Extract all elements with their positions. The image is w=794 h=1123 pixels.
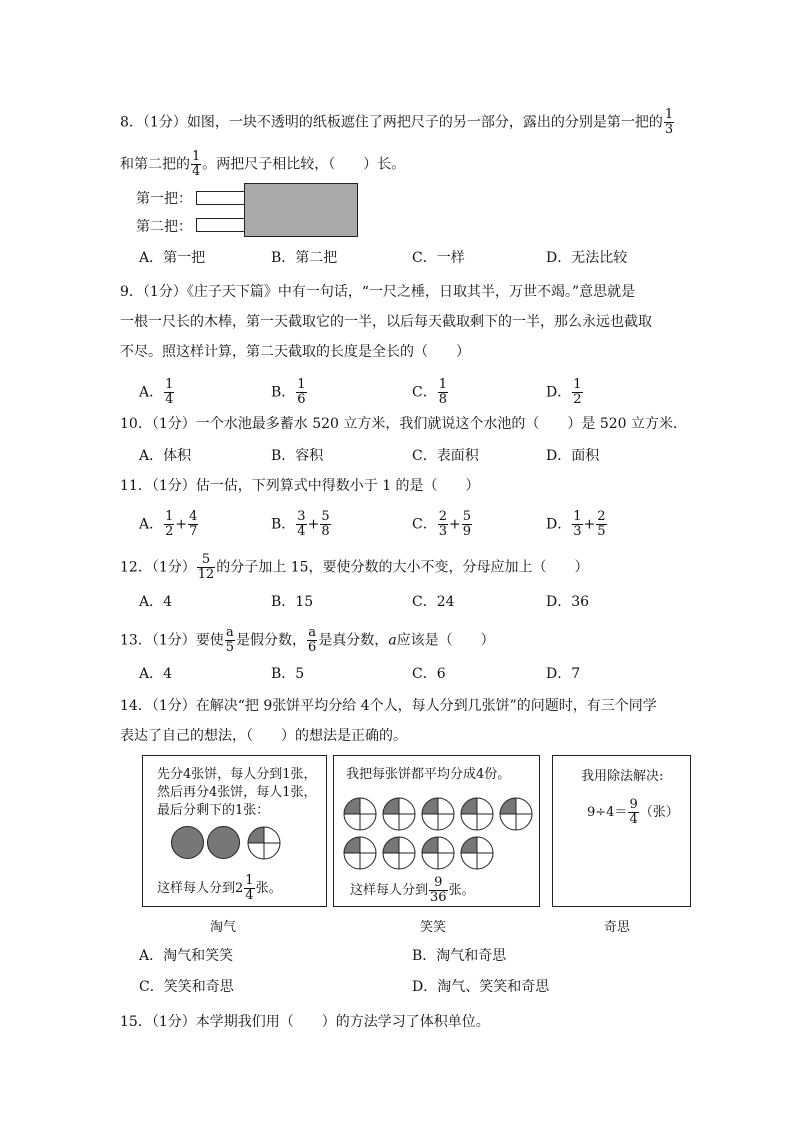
q14-option-b[interactable]: B．淘气和奇思 [412,948,507,964]
pie-quarter-icon [500,798,532,830]
caption-qisi: 奇思 [604,920,631,935]
pie-full-icon [207,826,240,859]
panel-qisi: 我用除法解决: 9÷4＝ $\frac{9}{4}$ （张） [552,755,691,907]
ruler-2-label: 第二把： [136,219,192,235]
q13-option-d[interactable]: D．7 [546,666,581,682]
q12-option-a[interactable]: A．4 [139,594,173,610]
q11-line: 11．（1分）估一估，下列算式中得数小于 1 的是（ ） [120,478,480,494]
q13-option-c[interactable]: C．6 [412,666,446,682]
pie-full-icon [171,826,204,859]
pie-grid [342,796,534,872]
q9-option-a[interactable]: A． $\frac{1}{4}$ [139,377,174,407]
q13-option-a[interactable]: A．4 [139,666,173,682]
q12-option-b[interactable]: B．15 [271,594,314,610]
panel-xiaoxiao: 我把每张饼都平均分成4份。 这样每人分到 $\frac{9}{36}$ 张。 [333,755,540,907]
q14-line1: 14．（1分）在解决“把 9张饼平均分给 4个人，每人分到几张饼”的问题时，有三个同学 [120,698,657,714]
q12-option-c[interactable]: C．24 [412,594,455,610]
pie-quarter-icon [422,798,454,830]
q13-option-b[interactable]: B．5 [271,666,305,682]
caption-taoqi: 淘气 [210,920,237,935]
q10-option-a[interactable]: A．体积 [139,448,192,464]
q14-option-c[interactable]: C．笑笑和奇思 [139,979,234,995]
pie-quarter-icon [422,837,454,869]
ruler-2 [196,218,250,232]
q12-line: 12．（1分） $\frac{5}{12}$ 的分子加上 15，要使分数的大小不变，分母应加上（ ） [120,552,589,582]
q8-option-a[interactable]: A．第一把 [139,250,206,266]
pie-quarter-icon [461,837,493,869]
ruler-1 [196,191,250,205]
opaque-board [244,183,358,237]
q11-option-b[interactable]: B． $\frac{3}{4}$ + $\frac{5}{8}$ [271,509,330,539]
q9-option-c[interactable]: C． $\frac{1}{8}$ [412,377,447,407]
pie-quarter-icon [383,837,415,869]
q14-option-d[interactable]: D．淘气、笑笑和奇思 [412,979,550,995]
q9-line1: 9．（1分）《庄子天下篇》中有一句话，“一尺之棰，日取其半，万世不竭。”意思就是 [120,284,636,300]
pie-quarter-icon [383,798,415,830]
ruler-1-label: 第一把： [136,191,192,207]
q11-option-a[interactable]: A． $\frac{1}{2}$ + $\frac{4}{7}$ [139,509,198,539]
q12-fraction: $\frac{5}{12}$ [197,552,215,582]
q9-line2: 一根一尺长的木棒，第一天截取它的一半，以后每天截取剩下的一半，那么永远也截取 [120,314,652,330]
q11-option-c[interactable]: C． $\frac{2}{3}$ + $\frac{5}{9}$ [412,509,472,539]
pie-quarter-icon [344,837,376,869]
q8-number: 8． [120,114,143,131]
q8-line2: 和第二把的 $\frac{1}{4}$ 。两把尺子相比较，（ ）长。 [120,149,406,179]
q10-line: 10．（1分）一个水池最多蓄水 520 立方米，我们就说这个水池的（ ）是 520 立方米． [120,416,687,432]
q10-option-c[interactable]: C．表面积 [412,448,479,464]
q8-option-c[interactable]: C．一样 [412,250,465,266]
q14-line2: 表达了自己的想法，（ ）的想法是正确的。 [120,728,407,744]
q8-option-b[interactable]: B．第二把 [271,250,338,266]
q10-option-d[interactable]: D．面积 [546,448,600,464]
q9-option-b[interactable]: B． $\frac{1}{6}$ [271,377,306,407]
q11-option-d[interactable]: D． $\frac{1}{3}$ + $\frac{2}{5}$ [546,509,606,539]
q8-score: （1分） [142,114,187,131]
q9-option-d[interactable]: D． $\frac{1}{2}$ [546,377,582,407]
q8-fraction-2: $\frac{1}{4}$ [192,149,201,179]
pie-quarter-icon [344,798,376,830]
q14-option-a[interactable]: A．淘气和笑笑 [139,948,234,964]
q13-line: 13．（1分）要使 $\frac{a}{5}$ 是假分数， $\frac{a}{6}$ 是真分数，a应该是（ ） [120,625,495,655]
pie-quarter-icon [461,798,493,830]
q10-option-b[interactable]: B．容积 [271,448,324,464]
q9-line3: 不尽。照这样计算，第二天截取的长度是全长的（ ） [120,344,470,360]
caption-xiaoxiao: 笑笑 [420,920,447,935]
pie-quarter-icon [247,826,281,860]
q12-option-d[interactable]: D．36 [546,594,590,610]
q8-fraction-1: $\frac{1}{3}$ [664,107,674,137]
q8-line1 [120,108,675,137]
q15-line: 15．（1分）本学期我们用（ ）的方法学习了体积单位。 [120,1014,490,1030]
panel-taoqi: 先分4张饼，每人分到1张， 然后再分4张饼，每人1张， 最后分剩下的1张： 这样每人分到2 $\frac{1}{4}$ 张。 [142,755,327,907]
q8-option-d[interactable]: D．无法比较 [546,250,628,266]
q8-text: 如图，一块不透明的纸板遮住了两把尺子的另一部分，露出的分别是第一把的 [186,114,663,131]
